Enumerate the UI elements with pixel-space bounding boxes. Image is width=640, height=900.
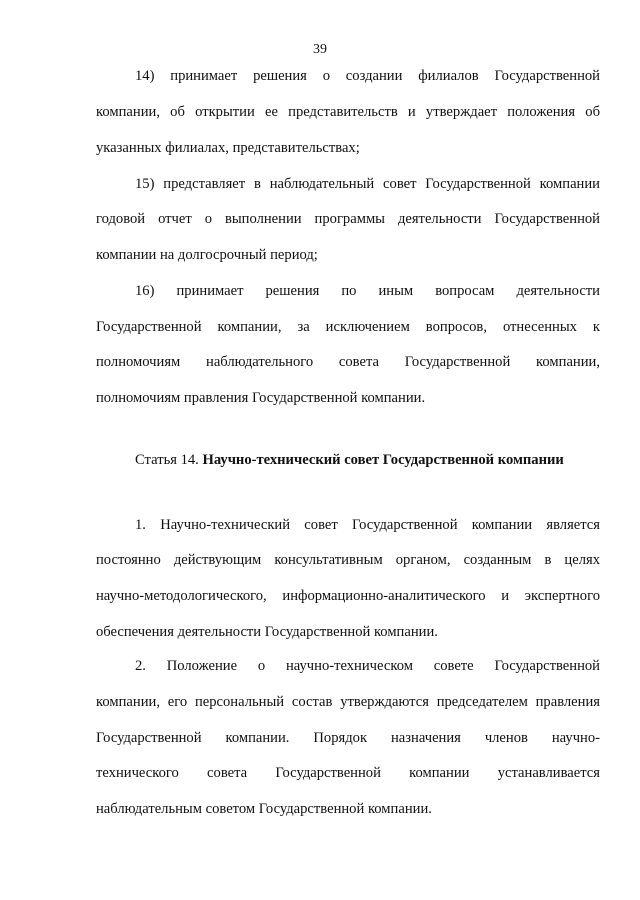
article-title: Научно-технический совет Государственной компании: [202, 452, 564, 468]
text-line: 2. Положение о научно-техническом совете Государственной: [135, 658, 600, 674]
text-line: постоянно действующим консультативным органом, созданным в целях: [96, 552, 600, 568]
text-line: полномочиям правления Государственной компании.: [96, 390, 426, 406]
text-line: технического совета Государственной компании устанавливается: [96, 765, 600, 781]
text-line: 1. Научно-технический совет Государственной компании является: [135, 517, 600, 533]
text-line: 14) принимает решения о создании филиалов Государственной: [135, 68, 600, 84]
text-line: 15) представляет в наблюдательный совет Государственной компании: [135, 176, 600, 192]
text-line: полномочиям наблюдательного совета Государственной компании,: [96, 354, 600, 370]
text-line: компании, об открытии ее представительств и утверждает положения об: [96, 104, 600, 120]
text-line: указанных филиалах, представительствах;: [96, 140, 360, 156]
text-line: Государственной компании. Порядок назначения членов научно-: [96, 730, 600, 746]
text-line: обеспечения деятельности Государственной компании.: [96, 624, 438, 640]
text-line: Государственной компании, за исключением вопросов, отнесенных к: [96, 319, 600, 335]
article-heading: [135, 450, 564, 470]
article-number: Статья 14.: [135, 452, 199, 468]
text-line: 16) принимает решения по иным вопросам деятельности: [135, 283, 600, 299]
text-line: компании, его персональный состав утверждаются председателем правления: [96, 694, 600, 710]
text-line: научно-методологического, информационно-аналитического и экспертного: [96, 588, 600, 604]
text-line: компании на долгосрочный период;: [96, 247, 318, 263]
page-number: 39: [313, 42, 327, 57]
text-line: наблюдательным советом Государственной компании.: [96, 801, 432, 817]
text-line: годовой отчет о выполнении программы деятельности Государственной: [96, 211, 600, 227]
